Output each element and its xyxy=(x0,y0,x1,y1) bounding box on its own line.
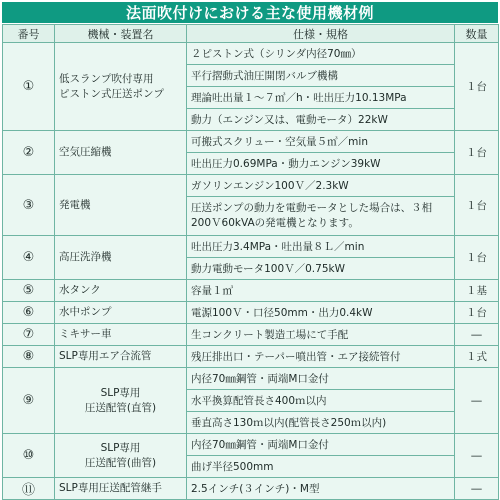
table-row xyxy=(3,131,499,153)
spec-cell: 容量１㎥ xyxy=(187,280,455,302)
spec-cell: 吐出圧力0.69MPa・動力エンジン39kW xyxy=(187,153,455,175)
equipment-name-line: ピストン式圧送ポンプ xyxy=(59,87,164,100)
equipment-name: 水タンク xyxy=(55,280,187,302)
quantity-cell: ― xyxy=(455,434,499,478)
equipment-name: 水中ポンプ xyxy=(55,302,187,324)
row-number: ⑤ xyxy=(3,280,55,302)
equipment-name xyxy=(55,434,187,478)
equipment-name-line: SLP専用 xyxy=(100,441,141,454)
table-row xyxy=(3,43,499,65)
header-name: 機械・装置名 xyxy=(55,25,187,43)
spec-cell: 2.5インチ(３インチ)・M型 xyxy=(187,478,455,500)
header-qty: 数量 xyxy=(455,25,499,43)
spec-cell: 内径70㎜鋼管・両端M口金付 xyxy=(187,434,455,456)
row-number: ⑨ xyxy=(3,368,55,434)
spec-cell: 圧送ポンプの動力を電動モータとした場合は、３相200Ｖ60kVAの発電機となります。 xyxy=(187,197,455,236)
spec-cell: 水平換算配管長さ400ｍ以内 xyxy=(187,390,455,412)
table-row xyxy=(3,478,499,500)
spec-cell: 残圧排出口・テーパー噴出管・エア接続管付 xyxy=(187,346,455,368)
quantity-cell: ― xyxy=(455,478,499,500)
row-number: ② xyxy=(3,131,55,175)
quantity-cell: １式 xyxy=(455,346,499,368)
spec-cell: 曲げ半径500mm xyxy=(187,456,455,478)
table-row xyxy=(3,236,499,258)
spec-cell: 動力（エンジン又は、電動モータ）22kW xyxy=(187,109,455,131)
quantity-cell: ― xyxy=(455,324,499,346)
spec-cell: ガソリンエンジン100Ｖ／2.3kW xyxy=(187,175,455,197)
quantity-cell: １台 xyxy=(455,131,499,175)
row-number: ① xyxy=(3,43,55,131)
spec-cell: 垂直高さ130ｍ以内(配管長さ250ｍ以内) xyxy=(187,412,455,434)
spec-cell: 理論吐出量１～７㎥／h・吐出圧力10.13MPa xyxy=(187,87,455,109)
equipment-name xyxy=(55,368,187,434)
quantity-cell: １台 xyxy=(455,175,499,236)
spec-cell: 内径70㎜鋼管・両端M口金付 xyxy=(187,368,455,390)
table-row xyxy=(3,368,499,390)
equipment-name: SLP専用エア合流管 xyxy=(55,346,187,368)
equipment-name: 空気圧縮機 xyxy=(55,131,187,175)
quantity-cell: １台 xyxy=(455,43,499,131)
spec-cell: 動力電動モータ100Ｖ／0.75kW xyxy=(187,258,455,280)
row-number: ⑦ xyxy=(3,324,55,346)
table-title: 法面吹付けにおける主な使用機材例 xyxy=(2,2,498,23)
equipment-name-line: 圧送配管(直管) xyxy=(84,401,157,414)
row-number: ⑥ xyxy=(3,302,55,324)
row-number: ⑪ xyxy=(3,478,55,500)
quantity-cell: １台 xyxy=(455,236,499,280)
table-row xyxy=(3,302,499,324)
equipment-name xyxy=(55,43,187,131)
row-number: ③ xyxy=(3,175,55,236)
spec-cell: 平行摺動式油圧開閉バルブ機構 xyxy=(187,65,455,87)
table-row xyxy=(3,175,499,197)
header-no: 番号 xyxy=(3,25,55,43)
quantity-cell: １台 xyxy=(455,302,499,324)
equipment-name-line: SLP専用 xyxy=(100,386,141,399)
equipment-name-line: 圧送配管(曲管) xyxy=(84,456,157,469)
row-number: ④ xyxy=(3,236,55,280)
header-row xyxy=(3,25,499,43)
row-number: ⑩ xyxy=(3,434,55,478)
spec-cell: 吐出圧力3.4MPa・吐出量８Ｌ／min xyxy=(187,236,455,258)
quantity-cell: ― xyxy=(455,368,499,434)
equipment-table xyxy=(2,24,499,500)
table-row xyxy=(3,434,499,456)
table-row xyxy=(3,324,499,346)
table-row xyxy=(3,280,499,302)
row-number: ⑧ xyxy=(3,346,55,368)
table-row xyxy=(3,346,499,368)
equipment-name: 高圧洗浄機 xyxy=(55,236,187,280)
spec-cell: 可搬式スクリュー・空気量５㎥／min xyxy=(187,131,455,153)
spec-cell: 生コンクリート製造工場にて手配 xyxy=(187,324,455,346)
equipment-name-line: 低スランプ吹付専用 xyxy=(59,72,154,85)
equipment-name: ミキサー車 xyxy=(55,324,187,346)
quantity-cell: １基 xyxy=(455,280,499,302)
spec-cell: 電源100Ｖ・口径50mm・出力0.4kW xyxy=(187,302,455,324)
equipment-name: SLP専用圧送配管継手 xyxy=(55,478,187,500)
header-spec: 仕様・規格 xyxy=(187,25,455,43)
equipment-name: 発電機 xyxy=(55,175,187,236)
spec-cell: ２ピストン式（シリンダ内径70㎜） xyxy=(187,43,455,65)
